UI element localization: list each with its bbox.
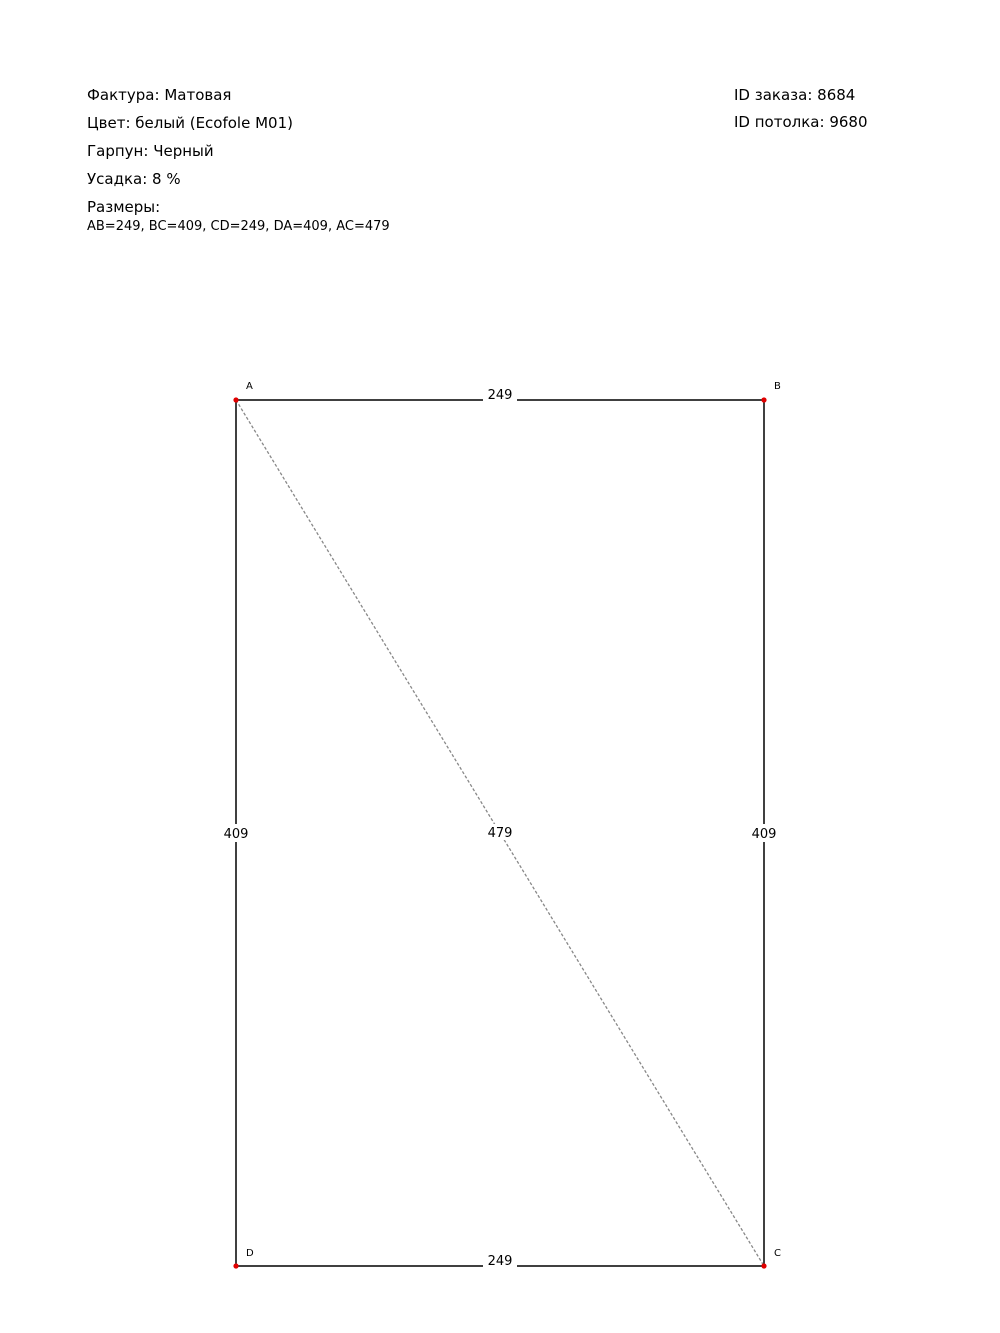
labels-layer <box>224 388 777 1274</box>
shrink-label: Усадка: <box>87 170 148 188</box>
vertex-label-d: D <box>246 1248 254 1259</box>
harpoon-value: Черный <box>153 142 214 160</box>
harpoon-label: Гарпун: <box>87 142 149 160</box>
texture-value: Матовая <box>164 86 232 104</box>
edge-length-CD: 249 <box>487 1254 513 1269</box>
vertex-a <box>233 397 238 402</box>
order-id-label: ID заказа: <box>734 86 813 104</box>
ceiling-id-value: 9680 <box>829 113 868 131</box>
vertex-label-c: C <box>774 1248 781 1259</box>
shrink-value: 8 % <box>152 170 181 188</box>
color-label: Цвет: <box>87 114 131 132</box>
sizes-label: Размеры: <box>87 198 161 216</box>
ceiling-id-label: ID потолка: <box>734 113 825 131</box>
vertex-c <box>761 1263 766 1268</box>
color-value: белый (Ecofole M01) <box>135 114 293 132</box>
vertex-b <box>761 397 766 402</box>
edge-length-BC: 409 <box>751 827 777 842</box>
vertex-d <box>233 1263 238 1268</box>
edge-length-DA: 409 <box>223 827 249 842</box>
vertex-label-a: A <box>246 381 253 392</box>
sizes-value: AB=249, BC=409, CD=249, DA=409, AC=479 <box>87 219 390 234</box>
texture-label: Фактура: <box>87 86 160 104</box>
edge-length-AB: 249 <box>487 388 513 403</box>
diagonal-length-AC: 479 <box>487 826 513 841</box>
order-id-value: 8684 <box>817 86 856 104</box>
vertex-label-b: B <box>774 381 781 392</box>
